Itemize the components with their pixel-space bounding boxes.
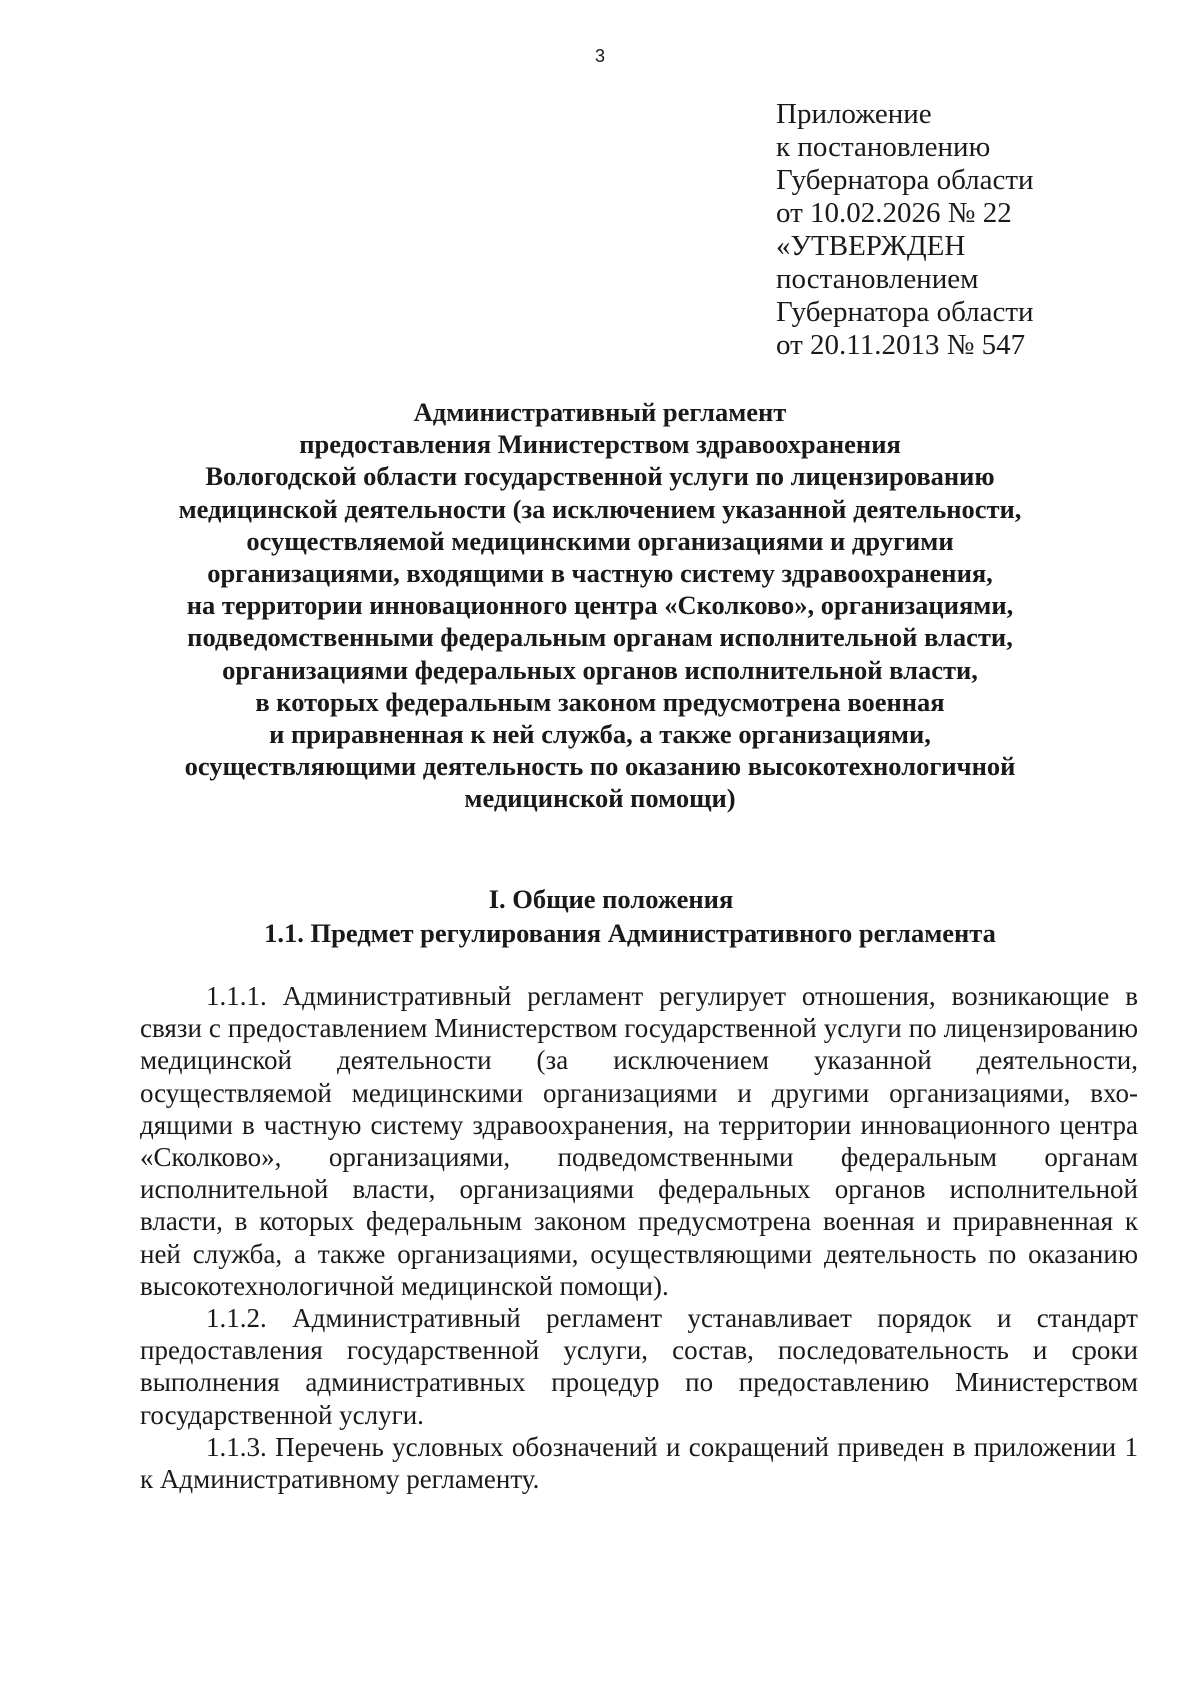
approval-line: Губернатора области (776, 296, 1034, 328)
title-line: медицинской помощи) (464, 783, 736, 814)
title-line: осуществляющими деятельность по оказанию высокотехнологичной (184, 751, 1016, 782)
title-line: и приравненная к ней служба, а также организациями, (269, 719, 931, 750)
approval-line: «УТВЕРЖДЕН (776, 230, 966, 262)
approval-line: постановлением (776, 263, 979, 295)
title-line: организациями, входящими в частную систему здравоохранения, (207, 558, 993, 589)
paragraph-text: 1.1.3. Перечень условных обозначений и сокращений приведен в приложении 1 к Административному регламенту. (140, 1431, 1138, 1495)
page-number: 3 (594, 46, 605, 66)
title-line: осуществляемой медицинскими организациями и другими (246, 525, 954, 556)
paragraph (140, 1302, 1138, 1431)
approval-line: Губернатора области (776, 164, 1034, 196)
paragraph-text: 1.1.1. Административный регламент регулирует отношения, возникающие в связи с предоставлением Министерством государственной услуги по лицензированию медицинской деятельности (за исключением указанной деятельности, осуществляемой медицинскими организациями и другими организациями, входящими в частную систему здравоохранения, на территории инновационного центра «Сколково», организациями, подведомственными федеральным органам исполнительной власти, организациями федеральных органов исполнительной власти, в которых федеральным законом предусмотрена военная и приравненная к ней служба, а также организациями, осуществляющими деятельность по оказанию высокотехнологичной медицинской помощи). (140, 981, 1138, 1301)
approval-block (776, 98, 1034, 362)
document-title (0, 396, 1200, 815)
paragraph-text: 1.1.2. Административный регламент устанавливает порядок и стандарт предоставления государственной услуги, состав, последовательность и сроки выполнения административных процедур по предоставлению Министерством государственной услуги. (140, 1303, 1138, 1430)
paragraph (140, 980, 1138, 1302)
title-line: предоставления Министерством здравоохранения (299, 429, 901, 460)
approval-line: к постановлению (776, 131, 991, 163)
title-line: организациями федеральных органов исполнительной власти, (222, 654, 978, 685)
approval-line: от 10.02.2026 № 22 (776, 197, 1012, 229)
paragraph (140, 1431, 1138, 1495)
title-line: в которых федеральным законом предусмотрена военная (255, 686, 945, 717)
section-heading: I. Общие положения (488, 884, 734, 914)
body-text (140, 980, 1138, 1495)
subsection-heading: 1.1. Предмет регулирования Административного регламента (264, 918, 996, 948)
title-line: на территории инновационного центра «Сколково», организациями, (186, 590, 1014, 621)
title-line: Вологодской области государственной услуги по лицензированию (205, 461, 995, 492)
title-line: медицинской деятельности (за исключением указанной деятельности, (178, 493, 1022, 524)
approval-line: Приложение (776, 98, 932, 130)
title-line: Административный регламент (413, 397, 787, 427)
title-line: подведомственными федеральным органам исполнительной власти, (187, 622, 1013, 653)
approval-line: от 20.11.2013 № 547 (776, 329, 1026, 361)
